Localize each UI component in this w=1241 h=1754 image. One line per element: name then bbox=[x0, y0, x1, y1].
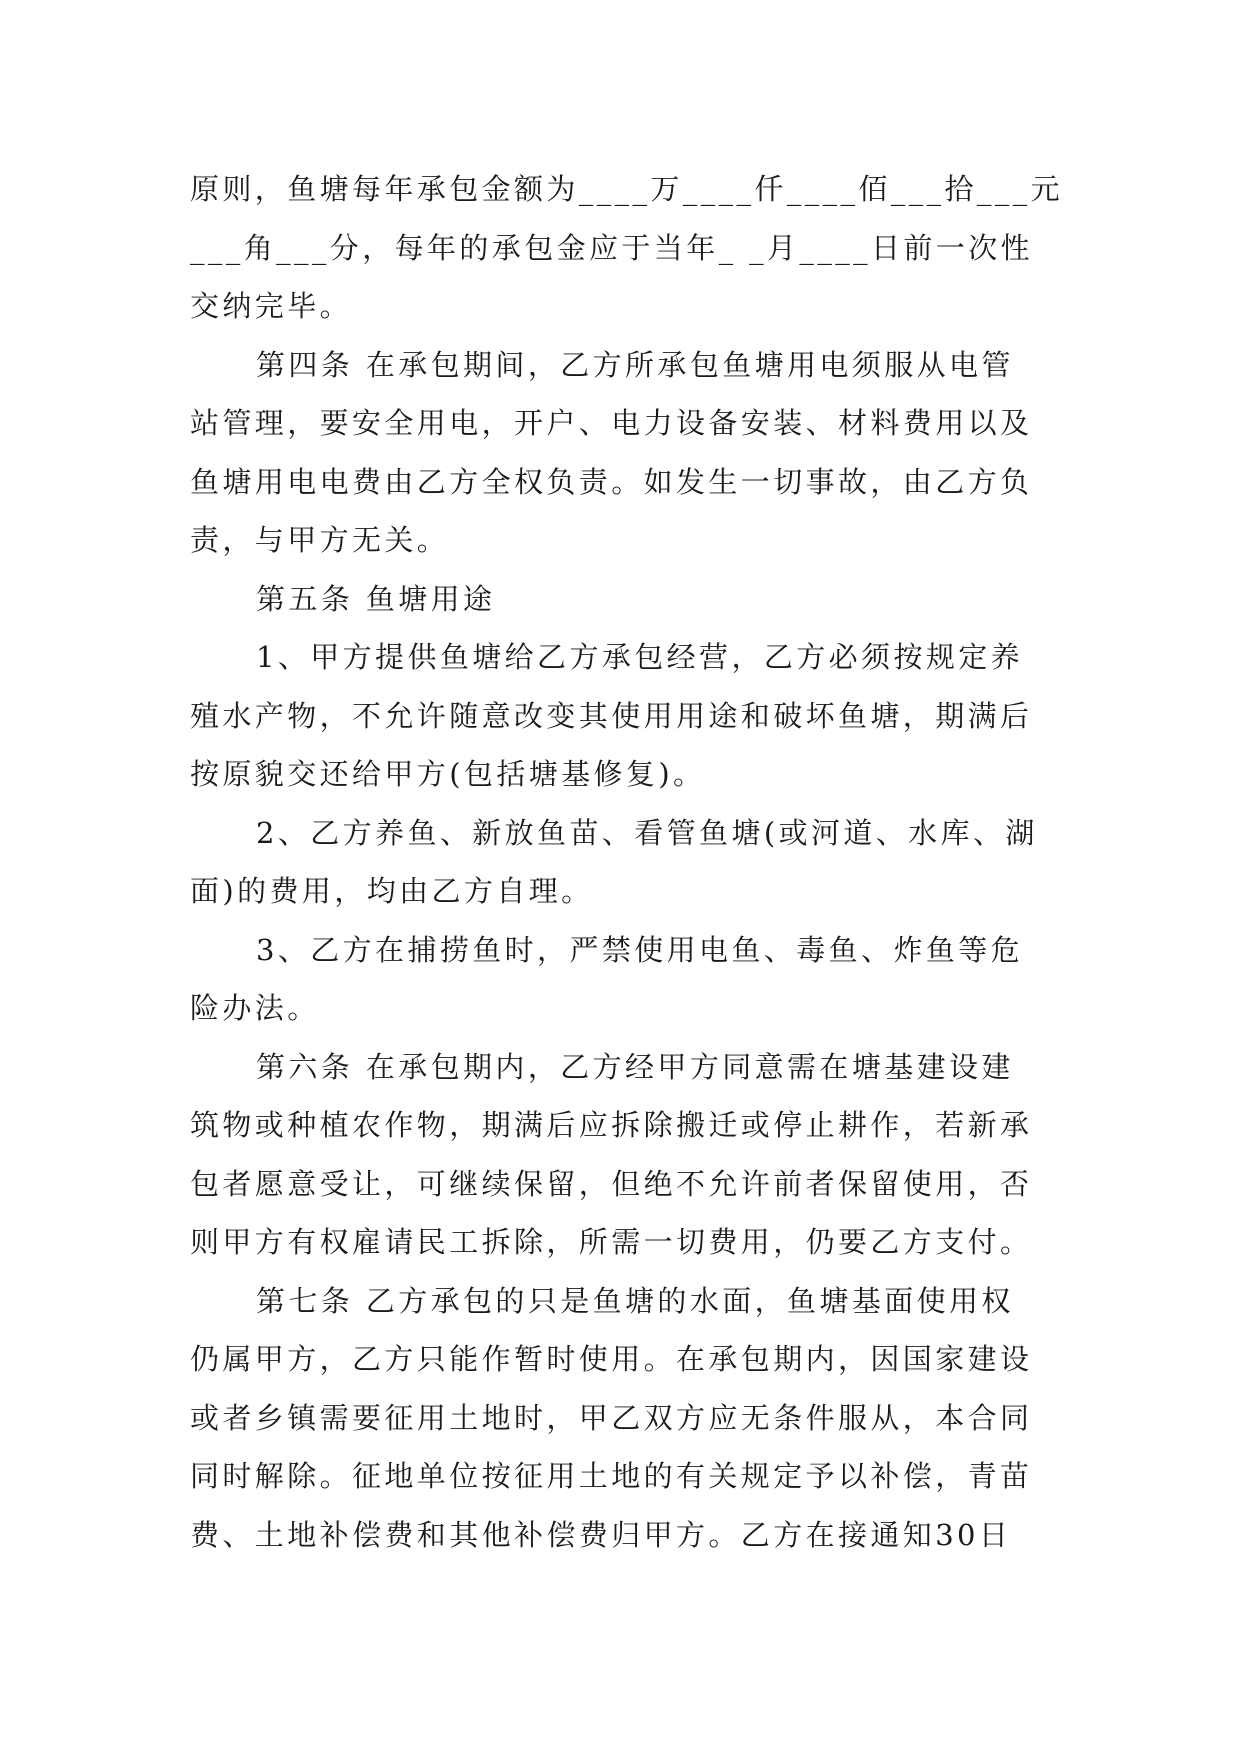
article-5-item-1-line: 1、甲方提供鱼塘给乙方承包经营，乙方必须按规定养 bbox=[256, 640, 1024, 674]
text-line: 交纳完毕。 bbox=[190, 289, 353, 323]
text-line: 原则，鱼塘每年承包金额为____万____仟____佰___拾___元 bbox=[190, 172, 1064, 206]
article-4-heading-line: 第四条 在承包期间，乙方所承包鱼塘用电须服从电管 bbox=[256, 347, 1014, 382]
text-line: 面)的费用，均由乙方自理。 bbox=[190, 874, 594, 908]
text-line: 仍属甲方，乙方只能作暂时使用。在承包期内，因国家建设 bbox=[190, 1342, 1033, 1376]
text-line: 殖水产物，不允许随意改变其使用用途和破坏鱼塘，期满后 bbox=[190, 698, 1033, 733]
article-5-item-3-line: 3、乙方在捕捞鱼时，严禁使用电鱼、毒鱼、炸鱼等危 bbox=[256, 932, 1024, 967]
text-line: 包者愿意受让，可继续保留，但绝不允许前者保留使用，否 bbox=[190, 1166, 1033, 1201]
article-5-heading: 第五条 鱼塘用途 bbox=[256, 581, 496, 616]
text-line: 同时解除。征地单位按征用土地的有关规定予以补偿，青苗 bbox=[190, 1459, 1033, 1493]
article-5-item-2-line: 2、乙方养鱼、新放鱼苗、看管鱼塘(或河道、水库、湖 bbox=[256, 815, 1038, 850]
text-line: 费、土地补偿费和其他补偿费归甲方。乙方在接通知30日 bbox=[190, 1517, 1012, 1552]
text-line: ___角___分，每年的承包金应于当年_ _月____日前一次性 bbox=[190, 230, 1034, 265]
text-line: 筑物或种植农作物，期满后应拆除搬迁或停止耕作，若新承 bbox=[190, 1108, 1033, 1142]
text-line: 则甲方有权雇请民工拆除，所需一切费用，仍要乙方支付。 bbox=[190, 1225, 1033, 1259]
article-6-heading-line: 第六条 在承包期内，乙方经甲方同意需在塘基建设建 bbox=[256, 1049, 1014, 1084]
article-7-heading-line: 第七条 乙方承包的只是鱼塘的水面，鱼塘基面使用权 bbox=[256, 1283, 1014, 1318]
text-line: 责，与甲方无关。 bbox=[190, 523, 450, 557]
text-line: 按原貌交还给甲方(包括塘基修复)。 bbox=[190, 757, 706, 791]
contract-text-body bbox=[190, 160, 1064, 1564]
text-line: 险办法。 bbox=[190, 991, 320, 1025]
text-line: 或者乡镇需要征用土地时，甲乙双方应无条件服从，本合同 bbox=[190, 1400, 1033, 1435]
text-line: 站管理，要安全用电，开户、电力设备安装、材料费用以及 bbox=[190, 406, 1033, 440]
text-line: 鱼塘用电电费由乙方全权负责。如发生一切事故，由乙方负 bbox=[190, 464, 1033, 499]
